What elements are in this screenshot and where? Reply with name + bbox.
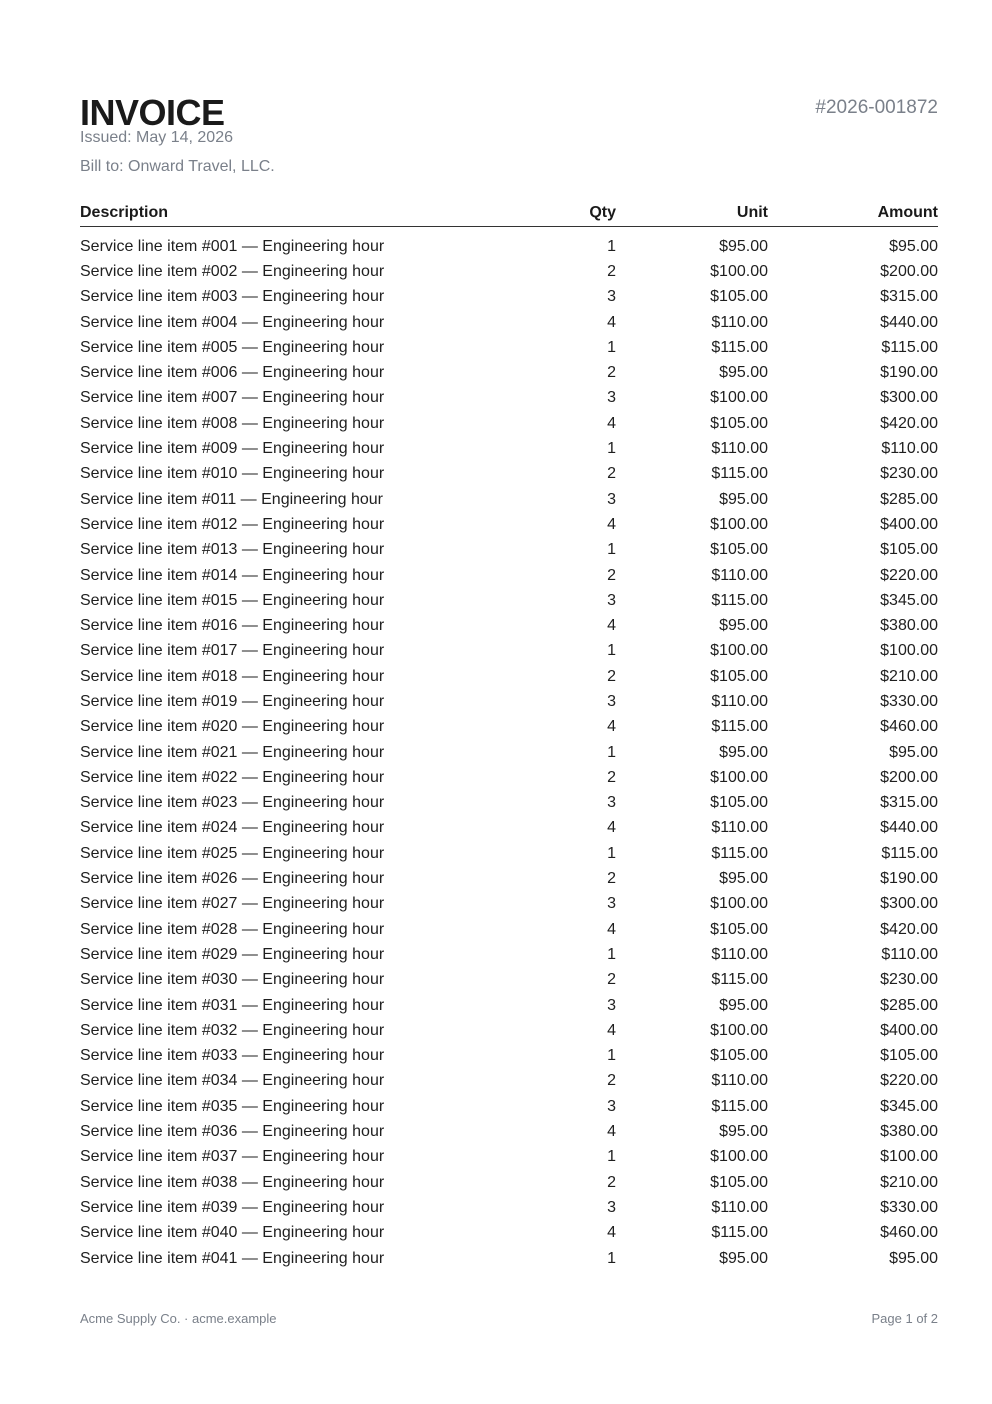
line-items-body <box>80 234 938 1271</box>
cell-description: Service line item #010 — Engineering hour <box>80 465 385 483</box>
cell-qty: 3 <box>607 692 616 710</box>
cell-qty: 4 <box>607 1123 616 1141</box>
cell-description: Service line item #005 — Engineering hour <box>80 338 385 356</box>
cell-description: Service line item #034 — Engineering hour <box>80 1072 385 1090</box>
column-header-description: Description <box>80 200 580 227</box>
cell-unit: $110.00 <box>711 692 768 710</box>
cell-description: Service line item #016 — Engineering hour <box>80 617 385 635</box>
table-row <box>80 487 938 512</box>
cell-amount: $460.00 <box>880 718 938 736</box>
column-header-qty: Qty <box>580 200 616 227</box>
cell-description: Service line item #041 — Engineering hour <box>80 1249 385 1267</box>
cell-unit: $95.00 <box>719 237 768 255</box>
cell-unit: $115.00 <box>711 844 768 862</box>
cell-unit: $95.00 <box>719 870 768 888</box>
table-row <box>80 689 938 714</box>
table-row <box>80 639 938 664</box>
table-row <box>80 765 938 790</box>
cell-qty: 4 <box>607 1021 616 1039</box>
cell-unit: $110.00 <box>711 1198 768 1216</box>
table-row <box>80 234 938 259</box>
cell-description: Service line item #002 — Engineering hour <box>80 262 385 280</box>
cell-qty: 1 <box>607 844 616 862</box>
table-row <box>80 386 938 411</box>
cell-unit: $100.00 <box>710 515 768 533</box>
cell-amount: $100.00 <box>880 1148 938 1166</box>
cell-description: Service line item #017 — Engineering hour <box>80 642 385 660</box>
table-row <box>80 360 938 385</box>
cell-unit: $115.00 <box>711 338 768 356</box>
cell-qty: 2 <box>607 870 616 888</box>
cell-description: Service line item #001 — Engineering hour <box>80 237 385 255</box>
cell-unit: $105.00 <box>710 414 768 432</box>
table-row <box>80 791 938 816</box>
cell-description: Service line item #007 — Engineering hour <box>80 389 385 407</box>
cell-description: Service line item #012 — Engineering hour <box>80 515 385 533</box>
table-row <box>80 335 938 360</box>
cell-unit: $100.00 <box>710 262 768 280</box>
cell-description: Service line item #030 — Engineering hour <box>80 971 385 989</box>
cell-description: Service line item #021 — Engineering hour <box>80 743 385 761</box>
cell-description: Service line item #003 — Engineering hour <box>80 288 385 306</box>
cell-amount: $330.00 <box>880 692 938 710</box>
cell-qty: 1 <box>607 945 616 963</box>
cell-qty: 3 <box>607 996 616 1014</box>
table-row <box>80 436 938 461</box>
cell-unit: $100.00 <box>710 642 768 660</box>
cell-amount: $420.00 <box>880 920 938 938</box>
cell-description: Service line item #027 — Engineering hour <box>80 895 385 913</box>
cell-unit: $100.00 <box>710 389 768 407</box>
cell-qty: 3 <box>607 1097 616 1115</box>
table-row <box>80 1246 938 1271</box>
cell-qty: 3 <box>607 490 616 508</box>
cell-qty: 1 <box>607 541 616 559</box>
table-row <box>80 917 938 942</box>
cell-amount: $400.00 <box>880 515 938 533</box>
cell-unit: $95.00 <box>719 364 768 382</box>
cell-description: Service line item #013 — Engineering hour <box>80 541 385 559</box>
cell-amount: $345.00 <box>880 1097 938 1115</box>
cell-description: Service line item #033 — Engineering hour <box>80 1047 385 1065</box>
table-row <box>80 411 938 436</box>
table-row <box>80 740 938 765</box>
cell-unit: $110.00 <box>711 1072 768 1090</box>
cell-description: Service line item #028 — Engineering hour <box>80 920 385 938</box>
cell-description: Service line item #026 — Engineering hour <box>80 870 385 888</box>
cell-qty: 1 <box>607 1148 616 1166</box>
cell-unit: $95.00 <box>719 1123 768 1141</box>
cell-amount: $100.00 <box>880 642 938 660</box>
cell-qty: 1 <box>607 743 616 761</box>
cell-unit: $110.00 <box>711 945 768 963</box>
cell-qty: 3 <box>607 895 616 913</box>
table-row <box>80 1170 938 1195</box>
cell-amount: $200.00 <box>880 262 938 280</box>
table-row <box>80 841 938 866</box>
cell-unit: $110.00 <box>711 819 768 837</box>
cell-unit: $105.00 <box>710 288 768 306</box>
line-items-table <box>80 200 938 1271</box>
cell-qty: 1 <box>607 1047 616 1065</box>
cell-description: Service line item #035 — Engineering hour <box>80 1097 385 1115</box>
cell-qty: 3 <box>607 389 616 407</box>
cell-qty: 2 <box>607 971 616 989</box>
table-row <box>80 285 938 310</box>
table-row <box>80 1221 938 1246</box>
cell-description: Service line item #020 — Engineering hour <box>80 718 385 736</box>
cell-qty: 3 <box>607 288 616 306</box>
table-row <box>80 942 938 967</box>
cell-amount: $220.00 <box>880 1072 938 1090</box>
table-row <box>80 993 938 1018</box>
cell-qty: 3 <box>607 1198 616 1216</box>
cell-description: Service line item #006 — Engineering hour <box>80 364 385 382</box>
cell-unit: $100.00 <box>710 1021 768 1039</box>
cell-unit: $105.00 <box>710 794 768 812</box>
cell-amount: $345.00 <box>880 591 938 609</box>
cell-description: Service line item #009 — Engineering hour <box>80 440 385 458</box>
cell-qty: 1 <box>607 1249 616 1267</box>
invoice-page <box>80 0 938 1404</box>
cell-amount: $440.00 <box>880 819 938 837</box>
table-row <box>80 1195 938 1220</box>
table-row <box>80 310 938 335</box>
cell-unit: $95.00 <box>719 617 768 635</box>
invoice-title: INVOICE <box>80 92 225 133</box>
cell-description: Service line item #032 — Engineering hour <box>80 1021 385 1039</box>
table-row <box>80 1119 938 1144</box>
cell-description: Service line item #019 — Engineering hour <box>80 692 385 710</box>
table-row <box>80 968 938 993</box>
table-row <box>80 1018 938 1043</box>
cell-description: Service line item #039 — Engineering hour <box>80 1198 385 1216</box>
cell-amount: $95.00 <box>889 237 938 255</box>
cell-qty: 4 <box>607 819 616 837</box>
cell-unit: $115.00 <box>711 465 768 483</box>
cell-qty: 4 <box>607 515 616 533</box>
cell-qty: 4 <box>607 313 616 331</box>
cell-description: Service line item #018 — Engineering hour <box>80 667 385 685</box>
cell-unit: $95.00 <box>719 1249 768 1267</box>
cell-unit: $105.00 <box>710 667 768 685</box>
cell-qty: 3 <box>607 591 616 609</box>
cell-unit: $110.00 <box>711 566 768 584</box>
cell-unit: $115.00 <box>711 971 768 989</box>
bill-to: Bill to: Onward Travel, LLC. <box>80 158 275 175</box>
cell-amount: $230.00 <box>880 465 938 483</box>
cell-description: Service line item #011 — Engineering hour <box>80 490 383 508</box>
cell-amount: $190.00 <box>880 870 938 888</box>
table-row <box>80 462 938 487</box>
cell-unit: $115.00 <box>711 1097 768 1115</box>
table-row <box>80 664 938 689</box>
cell-qty: 2 <box>607 566 616 584</box>
cell-unit: $105.00 <box>710 920 768 938</box>
cell-qty: 1 <box>607 338 616 356</box>
cell-amount: $115.00 <box>881 844 938 862</box>
cell-unit: $95.00 <box>719 743 768 761</box>
cell-qty: 4 <box>607 718 616 736</box>
cell-unit: $105.00 <box>710 541 768 559</box>
cell-amount: $110.00 <box>881 440 938 458</box>
cell-description: Service line item #031 — Engineering hour <box>80 996 385 1014</box>
cell-description: Service line item #036 — Engineering hour <box>80 1123 385 1141</box>
issued-date: Issued: May 14, 2026 <box>80 129 233 146</box>
cell-amount: $300.00 <box>880 895 938 913</box>
cell-unit: $105.00 <box>710 1047 768 1065</box>
cell-amount: $440.00 <box>880 313 938 331</box>
cell-qty: 2 <box>607 1072 616 1090</box>
cell-description: Service line item #024 — Engineering hour <box>80 819 385 837</box>
cell-amount: $300.00 <box>880 389 938 407</box>
cell-unit: $100.00 <box>710 1148 768 1166</box>
table-row <box>80 1069 938 1094</box>
table-row <box>80 866 938 891</box>
cell-amount: $285.00 <box>880 490 938 508</box>
header-spacer <box>80 227 938 235</box>
cell-amount: $330.00 <box>880 1198 938 1216</box>
cell-unit: $110.00 <box>711 313 768 331</box>
cell-unit: $115.00 <box>711 591 768 609</box>
cell-unit: $105.00 <box>710 1173 768 1191</box>
cell-description: Service line item #038 — Engineering hour <box>80 1173 385 1191</box>
cell-description: Service line item #008 — Engineering hour <box>80 414 385 432</box>
table-row <box>80 259 938 284</box>
cell-description: Service line item #025 — Engineering hour <box>80 844 385 862</box>
column-header-amount: Amount <box>768 200 938 227</box>
table-row <box>80 538 938 563</box>
cell-description: Service line item #014 — Engineering hour <box>80 566 385 584</box>
cell-amount: $110.00 <box>881 945 938 963</box>
cell-qty: 4 <box>607 414 616 432</box>
cell-qty: 4 <box>607 617 616 635</box>
cell-amount: $460.00 <box>880 1224 938 1242</box>
cell-amount: $420.00 <box>880 414 938 432</box>
table-row <box>80 512 938 537</box>
cell-amount: $105.00 <box>880 1047 938 1065</box>
cell-unit: $115.00 <box>711 718 768 736</box>
cell-unit: $115.00 <box>711 1224 768 1242</box>
cell-amount: $380.00 <box>880 1123 938 1141</box>
table-row <box>80 1094 938 1119</box>
cell-qty: 2 <box>607 364 616 382</box>
cell-description: Service line item #022 — Engineering hour <box>80 768 385 786</box>
cell-amount: $200.00 <box>880 768 938 786</box>
cell-qty: 2 <box>607 667 616 685</box>
table-header-row <box>80 200 938 227</box>
table-row <box>80 1044 938 1069</box>
cell-qty: 4 <box>607 1224 616 1242</box>
cell-unit: $100.00 <box>710 895 768 913</box>
footer-page-number: Page 1 of 2 <box>871 1311 938 1326</box>
cell-amount: $115.00 <box>881 338 938 356</box>
invoice-number: #2026-001872 <box>815 97 938 118</box>
table-row <box>80 563 938 588</box>
cell-amount: $190.00 <box>880 364 938 382</box>
cell-description: Service line item #023 — Engineering hour <box>80 794 385 812</box>
cell-unit: $95.00 <box>719 996 768 1014</box>
cell-description: Service line item #015 — Engineering hour <box>80 591 385 609</box>
cell-amount: $95.00 <box>889 1249 938 1267</box>
cell-amount: $315.00 <box>880 288 938 306</box>
table-row <box>80 715 938 740</box>
column-header-unit: Unit <box>616 200 768 227</box>
cell-amount: $380.00 <box>880 617 938 635</box>
cell-amount: $95.00 <box>889 743 938 761</box>
cell-qty: 2 <box>607 465 616 483</box>
cell-description: Service line item #029 — Engineering hour <box>80 945 385 963</box>
cell-qty: 4 <box>607 920 616 938</box>
cell-unit: $110.00 <box>711 440 768 458</box>
cell-amount: $210.00 <box>880 1173 938 1191</box>
table-row <box>80 1145 938 1170</box>
cell-qty: 2 <box>607 768 616 786</box>
cell-qty: 1 <box>607 440 616 458</box>
cell-amount: $210.00 <box>880 667 938 685</box>
cell-description: Service line item #037 — Engineering hour <box>80 1148 385 1166</box>
table-row <box>80 892 938 917</box>
cell-description: Service line item #004 — Engineering hour <box>80 313 385 331</box>
cell-qty: 2 <box>607 1173 616 1191</box>
cell-qty: 1 <box>607 642 616 660</box>
cell-unit: $95.00 <box>719 490 768 508</box>
table-row <box>80 816 938 841</box>
table-row <box>80 588 938 613</box>
footer-company: Acme Supply Co. · acme.example <box>80 1311 277 1326</box>
cell-amount: $105.00 <box>880 541 938 559</box>
cell-amount: $400.00 <box>880 1021 938 1039</box>
cell-amount: $220.00 <box>880 566 938 584</box>
cell-qty: 3 <box>607 794 616 812</box>
cell-amount: $230.00 <box>880 971 938 989</box>
cell-unit: $100.00 <box>710 768 768 786</box>
cell-description: Service line item #040 — Engineering hour <box>80 1224 385 1242</box>
cell-qty: 2 <box>607 262 616 280</box>
cell-amount: $285.00 <box>880 996 938 1014</box>
cell-qty: 1 <box>607 237 616 255</box>
cell-amount: $315.00 <box>880 794 938 812</box>
table-row <box>80 613 938 638</box>
